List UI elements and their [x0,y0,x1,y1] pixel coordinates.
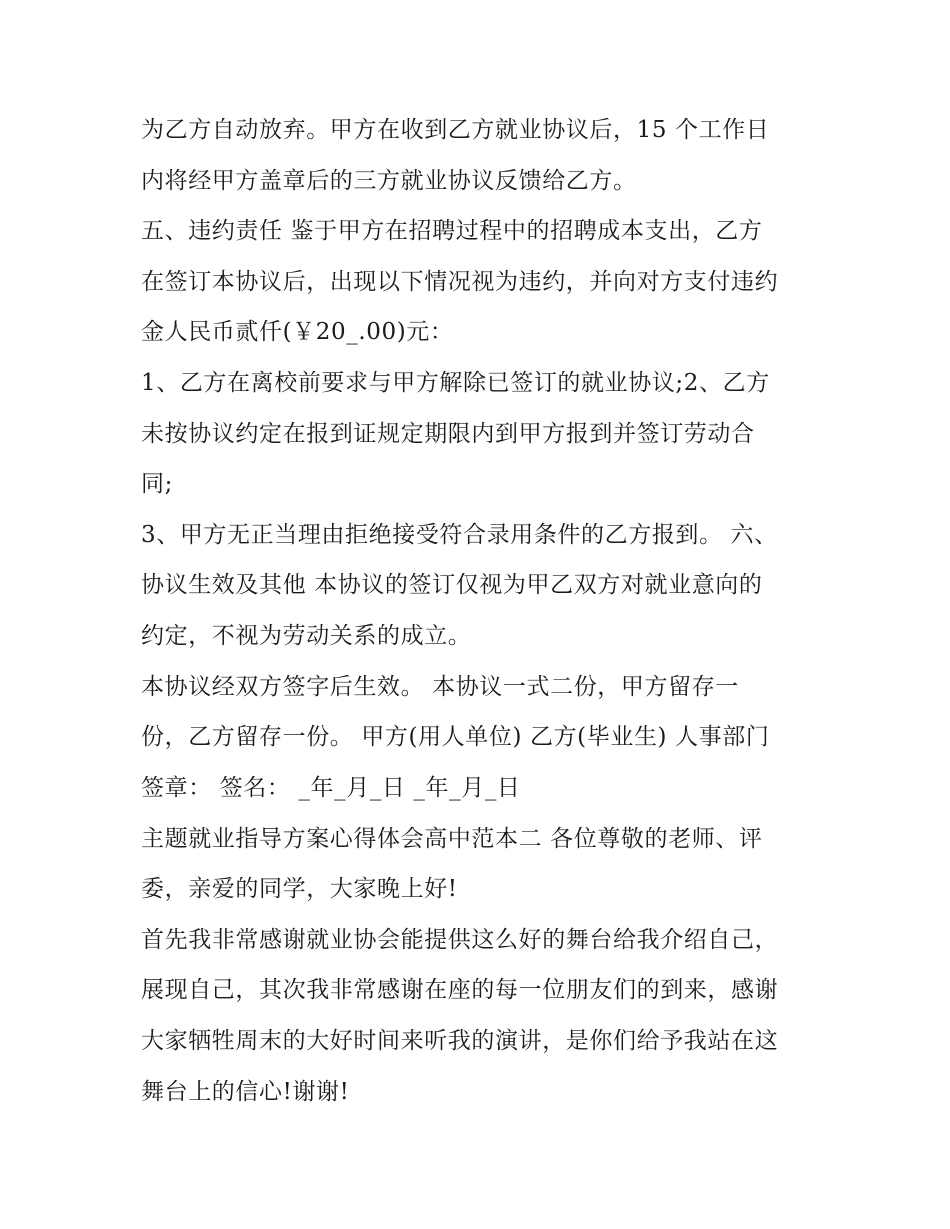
text-line: 约定，不视为劳动关系的成立。 [141,623,472,649]
text-line: 3、甲方无正当理由拒绝接受符合录用条件的乙方报到。 六、 [141,522,778,548]
text-line: 同; [141,471,173,497]
text-line: 本协议经双方签字后生效。 本协议一式二份，甲方留存一 [141,674,739,700]
text-line: 未按协议约定在报到证规定期限内到甲方报到并签订劳动合 [141,421,755,447]
text-line: 大家牺牲周末的大好时间来听我的演讲，是你们给予我站在这 [141,1028,779,1054]
text-line: 1、乙方在离校前要求与甲方解除已签订的就业协议;2、乙方 [141,370,770,396]
text-line: 委，亲爱的同学，大家晚上好! [141,876,458,902]
text-line: 内将经甲方盖章后的三方就业协议反馈给乙方。 [141,168,637,194]
text-line: 金人民币贰仟(￥20_.00)元： [141,319,454,345]
text-line: 舞台上的信心!谢谢! [141,1079,350,1105]
text-line: 协议生效及其他 本协议的签订仅视为甲乙双方对就业意向的 [141,572,763,598]
text-line: 签章： 签名： _年_月_日 _年_月_日 [141,775,521,801]
text-line: 在签订本协议后，出现以下情况视为违约，并向对方支付违约 [141,269,779,295]
text-line: 份，乙方留存一份。 甲方(用人单位) 乙方(毕业生) 人事部门 [141,724,770,750]
text-line: 展现自己，其次我非常感谢在座的每一位朋友们的到来，感谢 [141,977,779,1003]
text-line: 首先我非常感谢就业协会能提供这么好的舞台给我介绍自己， [141,927,779,953]
text-line: 为乙方自动放弃。甲方在收到乙方就业协议后，15 个工作日 [141,117,770,143]
text-line: 主题就业指导方案心得体会高中范本二 各位尊敬的老师、评 [141,826,763,852]
text-line: 五、违约责任 鉴于甲方在招聘过程中的招聘成本支出，乙方 [141,218,763,244]
